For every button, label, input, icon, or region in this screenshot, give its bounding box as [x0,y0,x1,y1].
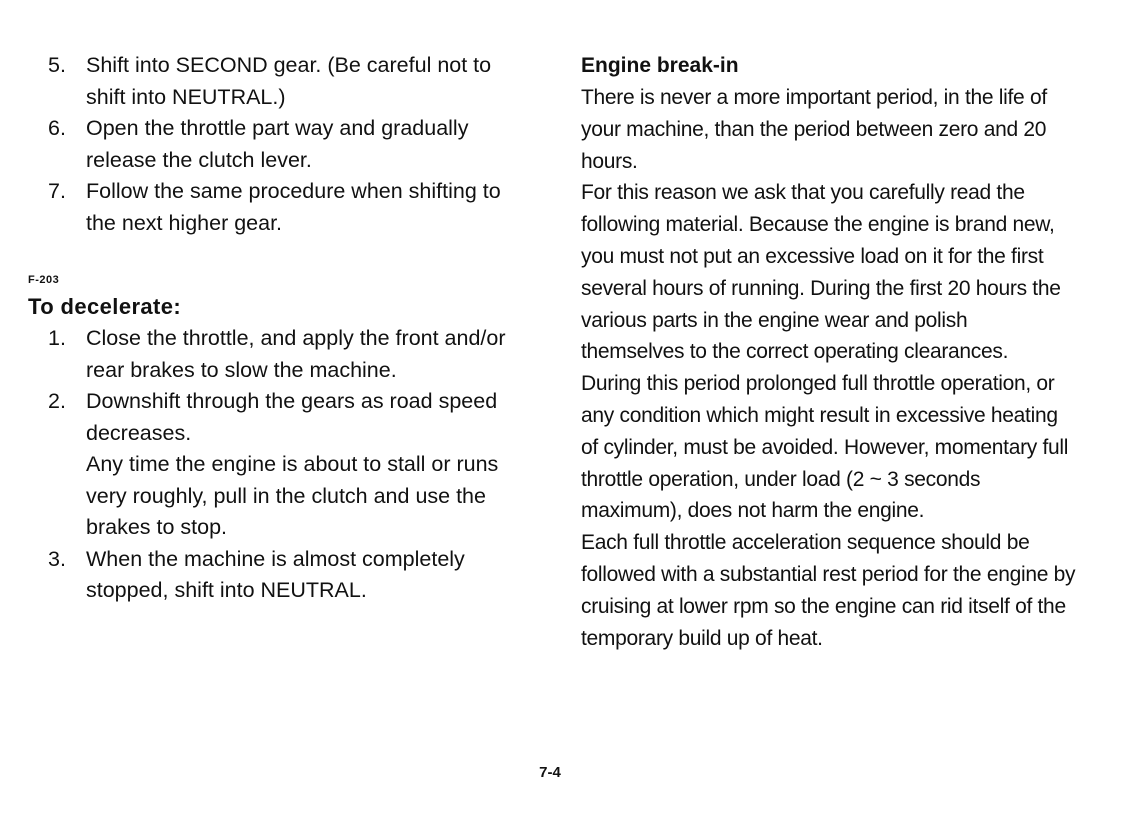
engine-break-in-heading: Engine break-in [581,54,739,77]
step-text: Shift into SECOND gear. (Be careful not to shift into NEUTRAL.) [86,53,492,109]
step-text-group [86,386,528,544]
step-text: Follow the same procedure when shifting to the next higher gear. [86,179,501,235]
step-number: 6. [48,116,66,140]
step-text: Close the throttle, and apply the front and/or rear brakes to slow the machine. [86,326,506,382]
paragraph: For this reason we ask that you carefully read the following material. Because the engine is brand new, you must not put an excessive load on it for the first several hours of running. During the first 20 hours the various parts in the engine wear and polish themselves to the correct operating clearances. [581,181,1061,364]
decelerate-heading: To decelerate: [28,294,182,319]
right-column [581,50,1076,654]
step-text: Open the throttle part way and gradually release the clutch lever. [86,116,469,172]
section-code: F-203 [28,274,60,286]
step-number: 3. [48,546,66,571]
list-item [28,323,528,386]
list-item [28,176,528,239]
step-number: 5. [48,53,66,77]
step-number: 1. [48,326,66,350]
list-item [28,50,528,113]
paragraph: During this period prolonged full throttle operation, or any condition which might result in excessive heating of cylinder, must be avoided. However, momentary full throttle operation, under load (2 ~ 3 seconds maximum), does not harm the engine. [581,372,1069,523]
list-item [28,113,528,176]
paragraph: Each full throttle acceleration sequence should be followed with a substantial rest period for the engine by cruising at lower rpm so the engine can rid itself of the temporary build up of heat. [581,531,1076,650]
page-number: 7-4 [539,764,561,781]
step-number: 2. [48,389,66,413]
left-column [28,50,528,607]
list-item [28,544,528,607]
step-note: Any time the engine is about to stall or runs very roughly, pull in the clutch and use the brakes to stop. [86,452,499,539]
step-text: Downshift through the gears as road speed decreases. [86,389,498,445]
step-number: 7. [48,179,66,203]
step-text: When the machine is almost completely stopped, shift into NEUTRAL. [86,546,465,602]
paragraph: There is never a more important period, in the life of your machine, than the period between zero and 20 hours. [581,86,1047,173]
list-item [28,386,528,544]
